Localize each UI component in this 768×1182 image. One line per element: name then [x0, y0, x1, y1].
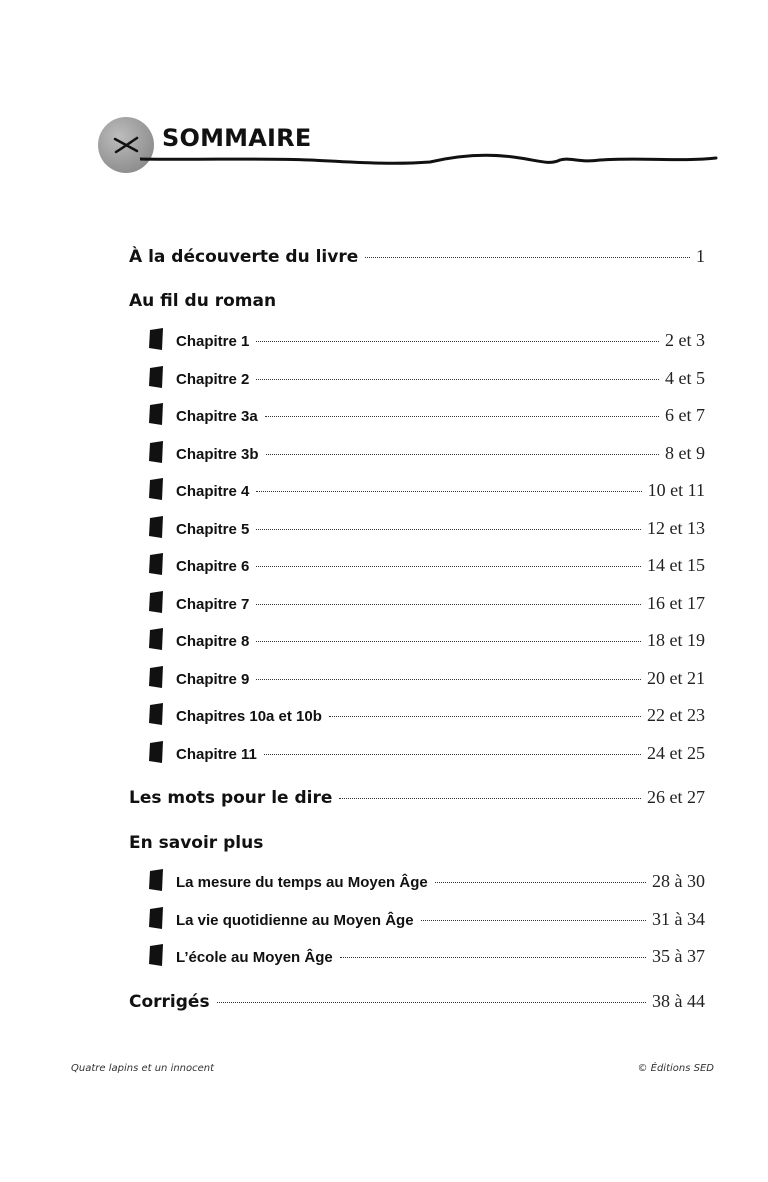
toc-entry-title: Chapitre 5 — [176, 520, 250, 538]
toc-entry-page: 14 et 15 — [647, 555, 705, 575]
toc-entry-title: La mesure du temps au Moyen Âge — [176, 874, 428, 891]
bookmark-icon — [147, 868, 165, 892]
toc-entry-title: À la découverte du livre — [129, 247, 359, 267]
toc-entry-title: Les mots pour le dire — [129, 788, 333, 808]
dot-leader — [256, 678, 641, 680]
toc-subentry[interactable] — [176, 668, 705, 689]
toc-subentry[interactable] — [176, 480, 705, 501]
toc-entry-page: 20 et 21 — [647, 667, 705, 688]
toc-subentry[interactable] — [176, 909, 705, 930]
toc-entry-title: La vie quotidienne au Moyen Âge — [176, 911, 414, 929]
section-heading-roman: Au fil du roman — [129, 291, 277, 311]
section-heading-savoir: En savoir plus — [129, 833, 264, 853]
dot-leader — [264, 753, 641, 755]
bookmark-icon — [147, 627, 165, 651]
toc-subentry[interactable] — [176, 443, 705, 464]
dot-leader — [256, 528, 641, 530]
toc-entry-title: Chapitre 9 — [176, 670, 250, 688]
bookmark-icon — [147, 327, 165, 351]
toc-entry-corriges[interactable] — [129, 991, 705, 1012]
bookmark-icon — [147, 477, 165, 501]
toc-subentry[interactable] — [176, 368, 705, 389]
toc-entry-title: Corrigés — [129, 992, 210, 1012]
toc-subentry[interactable] — [176, 330, 705, 351]
toc-subentry[interactable] — [176, 518, 705, 539]
toc-entry-title: Chapitre 6 — [176, 558, 250, 575]
bookmark-icon — [147, 590, 165, 614]
toc-entry-mots[interactable] — [129, 787, 705, 808]
dot-leader — [340, 956, 646, 958]
toc-entry-page: 38 à 44 — [652, 991, 705, 1011]
dot-leader — [435, 881, 646, 883]
toc-entry-page: 24 et 25 — [647, 742, 705, 763]
dot-leader — [265, 415, 659, 417]
footer-copyright: © Éditions SED — [637, 1063, 714, 1074]
dot-leader — [256, 565, 641, 567]
toc-subentry[interactable] — [176, 871, 705, 892]
toc-entry-title: Chapitre 7 — [176, 595, 250, 613]
toc-entry-page: 26 et 27 — [647, 787, 705, 807]
toc-subentry[interactable] — [176, 743, 705, 764]
toc-entry-title: Chapitre 11 — [176, 745, 257, 763]
bookmark-icon — [147, 665, 165, 689]
toc-entry-title: Chapitre 4 — [176, 483, 250, 500]
dot-leader — [217, 1001, 646, 1003]
dot-leader — [256, 378, 659, 380]
dot-leader — [329, 715, 641, 717]
bookmark-icon — [147, 702, 165, 726]
toc-entry-title: Chapitre 3b — [176, 445, 259, 463]
toc-entry-page: 31 à 34 — [652, 908, 705, 929]
toc-subentry[interactable] — [176, 705, 705, 726]
toc-subentry[interactable] — [176, 593, 705, 614]
dot-leader — [421, 919, 646, 921]
dot-leader — [266, 453, 659, 455]
dot-leader — [339, 797, 641, 799]
toc-entry-page: 8 et 9 — [665, 442, 705, 463]
toc-entry-title: Chapitre 2 — [176, 370, 250, 388]
toc-entry-page: 10 et 11 — [647, 480, 705, 500]
footer-book-title: Quatre lapins et un innocent — [71, 1063, 215, 1074]
toc-entry-page: 1 — [696, 246, 705, 266]
toc-subentry[interactable] — [176, 946, 705, 967]
toc-subentry[interactable] — [176, 555, 705, 576]
toc-entry-page: 12 et 13 — [647, 517, 705, 538]
dot-leader — [256, 640, 641, 642]
toc-entry-page: 2 et 3 — [665, 330, 705, 350]
bookmark-icon — [147, 440, 165, 464]
toc-entry-page: 6 et 7 — [665, 405, 705, 425]
toc-entry-page: 18 et 19 — [647, 630, 705, 650]
toc-entry-intro[interactable] — [129, 246, 705, 267]
dot-leader — [365, 256, 690, 258]
dot-leader — [256, 490, 641, 492]
bookmark-icon — [147, 906, 165, 930]
bookmark-icon — [147, 740, 165, 764]
toc-subentry[interactable] — [176, 405, 705, 426]
bookmark-icon — [147, 943, 165, 967]
toc-entry-page: 22 et 23 — [647, 705, 705, 725]
toc-entry-page: 4 et 5 — [665, 367, 705, 388]
header-wavy-rule — [140, 145, 720, 175]
toc-entry-title: Chapitre 1 — [176, 333, 250, 350]
dot-leader — [256, 603, 641, 605]
toc-entry-title: Chapitre 8 — [176, 633, 250, 650]
toc-entry-page: 28 à 30 — [652, 871, 705, 891]
dot-leader — [256, 340, 659, 342]
toc-entry-page: 16 et 17 — [647, 592, 705, 613]
toc-entry-title: L’école au Moyen Âge — [176, 949, 333, 966]
toc-subentry[interactable] — [176, 630, 705, 651]
toc-entry-title: Chapitres 10a et 10b — [176, 708, 322, 725]
toc-entry-page: 35 à 37 — [652, 946, 705, 966]
toc-entry-title: Chapitre 3a — [176, 408, 258, 425]
page-title: SOMMAIRE — [162, 124, 312, 152]
bookmark-icon — [147, 365, 165, 389]
bookmark-icon — [147, 515, 165, 539]
bookmark-icon — [147, 552, 165, 576]
bookmark-icon — [147, 402, 165, 426]
